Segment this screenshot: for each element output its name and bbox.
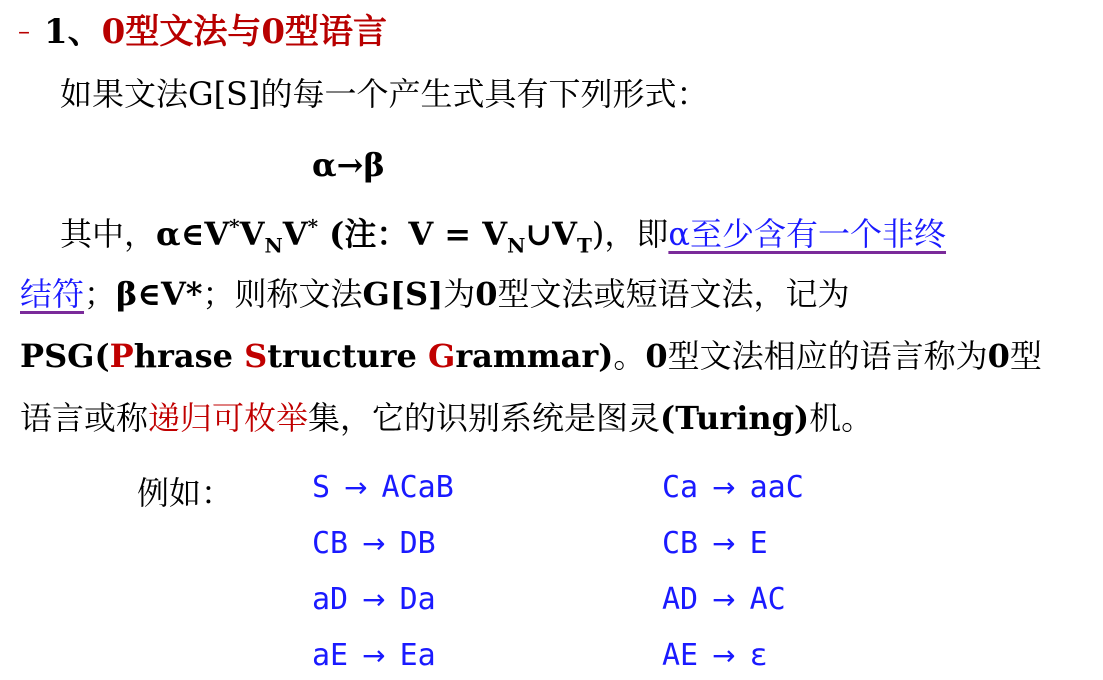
recursively-enumerable-text: 递归可枚举 — [148, 399, 309, 437]
rule-4: CB → E — [662, 526, 768, 561]
arrow-icon: → — [712, 527, 736, 560]
arrow-icon: → — [712, 471, 736, 504]
heading-title: 0型文法与0型语言 — [101, 12, 387, 52]
arrow-icon: → — [344, 471, 368, 504]
heading-number: 1、 — [44, 12, 102, 52]
para-line-2: 结符；β∈V*；则称文法G[S]为0型文法或短语文法，记为 — [20, 275, 850, 313]
emphasis-nonterminal-cont: 结符 — [20, 275, 85, 313]
bullet-dash: – — [18, 17, 30, 45]
intro-text: 如果文法G[S]的每一个产生式具有下列形式： — [60, 75, 709, 113]
rule-6: AD → AC — [662, 582, 786, 617]
arrow-icon: → — [362, 583, 386, 616]
para-line-1: 其中，$\alpha\in V^*V_NV^*$ (注：$V = V_N\cup V_T$)，即α至少含有一个非终 — [60, 214, 947, 258]
arrow-icon: → — [712, 639, 736, 672]
para-line-4: 语言或称递归可枚举集，它的识别系统是图灵(Turing)机。 — [20, 399, 874, 437]
para-line-3: PSG(Phrase Structure Grammar)。0型文法相应的语言称为0型 — [20, 337, 1042, 375]
rule-3: CB → DB — [312, 526, 436, 561]
rule-1: S → ACaB — [312, 470, 454, 505]
arrow-icon: → — [362, 639, 386, 672]
emphasis-nonterminal: α至少含有一个非终 — [668, 215, 947, 253]
production-formula: α→β — [312, 146, 385, 184]
example-label: 例如： — [137, 474, 234, 512]
section-heading — [18, 4, 387, 53]
arrow-icon: → — [362, 527, 386, 560]
arrow-icon: → — [712, 583, 736, 616]
rule-2: Ca → aaC — [662, 470, 804, 505]
rule-5: aD → Da — [312, 582, 436, 617]
rule-7: aE → Ea — [312, 638, 436, 673]
rule-8: AE → ε — [662, 638, 768, 673]
